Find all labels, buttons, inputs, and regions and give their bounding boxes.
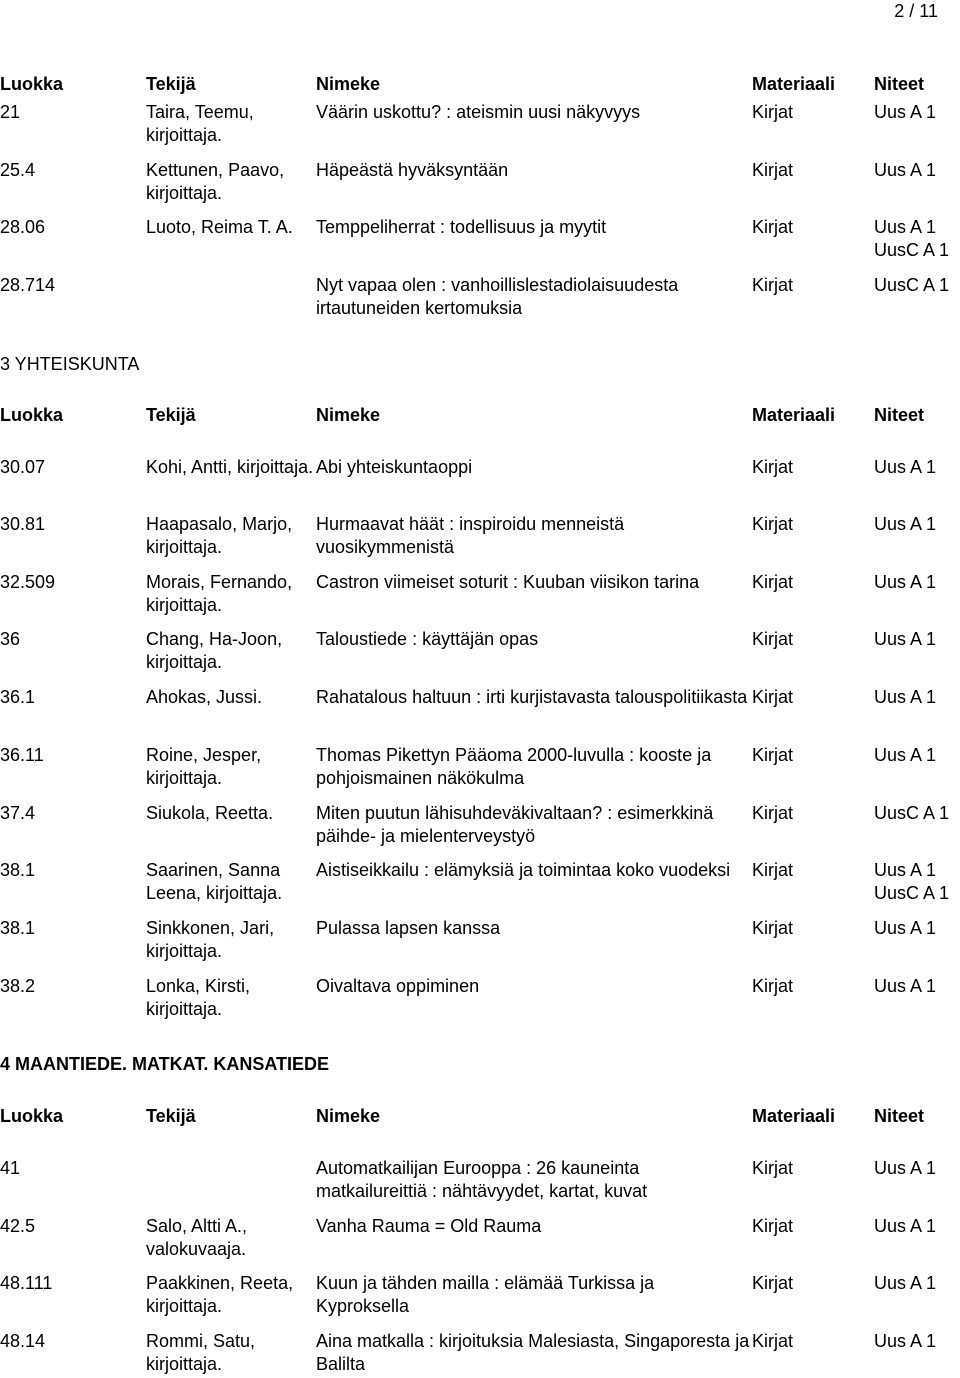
cell-tekija: Haapasalo, Marjo, kirjoittaja.	[146, 514, 293, 557]
section-maantiede	[0, 1053, 960, 1374]
cell-tekija	[146, 1157, 316, 1203]
table-row	[0, 628, 960, 674]
cell-luokka: 25.4	[0, 160, 36, 180]
cell-niteet: Uus A 1	[874, 102, 937, 122]
cell-niteet: Uus A 1 UusC A 1	[874, 860, 950, 903]
cell-niteet: Uus A 1	[874, 514, 937, 534]
cell-nimeke: Abi yhteiskuntaoppi	[316, 457, 473, 477]
section-catalog-0	[0, 73, 960, 318]
table-row	[0, 686, 960, 709]
table-row	[0, 1330, 960, 1376]
cell-niteet: Uus A 1	[874, 1216, 937, 1236]
header-nimeke: Nimeke	[316, 405, 381, 425]
cell-tekija: Kettunen, Paavo, kirjoittaja.	[146, 160, 285, 203]
cell-nimeke: Temppeliherrat : todellisuus ja myytit	[316, 217, 607, 237]
cell-materiaali: Kirjat	[752, 160, 794, 180]
cell-nimeke: Thomas Pikettyn Pääoma 2000-luvulla : kooste ja pohjoismainen näkökulma	[316, 745, 712, 788]
cell-tekija: Rommi, Satu, kirjoittaja.	[146, 1331, 256, 1374]
table-row	[0, 1272, 960, 1318]
cell-niteet: Uus A 1	[874, 745, 937, 765]
cell-materiaali: Kirjat	[752, 803, 794, 823]
table-row	[0, 274, 960, 320]
cell-tekija: Chang, Ha-Joon, kirjoittaja.	[146, 629, 283, 672]
cell-niteet: Uus A 1	[874, 976, 937, 996]
cell-niteet: Uus A 1	[874, 629, 937, 649]
cell-luokka: 37.4	[0, 803, 36, 823]
cell-tekija: Luoto, Reima T. A.	[146, 217, 293, 237]
cell-materiaali: Kirjat	[752, 860, 794, 880]
header-tekija: Tekijä	[146, 1106, 196, 1126]
table-header	[0, 73, 960, 96]
header-materiaali: Materiaali	[752, 405, 836, 425]
table-row	[0, 1215, 960, 1261]
cell-luokka: 38.2	[0, 976, 36, 996]
table-row	[0, 159, 960, 205]
header-materiaali: Materiaali	[752, 74, 836, 94]
cell-luokka: 28.06	[0, 217, 46, 237]
cell-nimeke: Aina matkalla : kirjoituksia Malesiasta, Singaporesta ja Balilta	[316, 1331, 750, 1374]
cell-materiaali: Kirjat	[752, 1158, 794, 1178]
cell-nimeke: Kuun ja tähden mailla : elämää Turkissa ja Kyproksella	[316, 1273, 655, 1316]
cell-niteet: Uus A 1	[874, 160, 937, 180]
section-title: 4 MAANTIEDE. MATKAT. KANSATIEDE	[0, 1054, 330, 1074]
cell-nimeke: Rahatalous haltuun : irti kurjistavasta talouspolitiikasta	[316, 687, 748, 707]
cell-luokka: 36	[0, 629, 21, 649]
cell-materiaali: Kirjat	[752, 275, 794, 295]
cell-materiaali: Kirjat	[752, 514, 794, 534]
cell-materiaali: Kirjat	[752, 629, 794, 649]
table-header	[0, 1105, 960, 1128]
cell-luokka: 32.509	[0, 572, 56, 592]
cell-materiaali: Kirjat	[752, 457, 794, 477]
cell-materiaali: Kirjat	[752, 1216, 794, 1236]
cell-niteet: Uus A 1 UusC A 1	[874, 217, 950, 260]
cell-luokka: 38.1	[0, 918, 36, 938]
cell-niteet: Uus A 1	[874, 1158, 937, 1178]
cell-niteet: Uus A 1	[874, 918, 937, 938]
cell-tekija: Lonka, Kirsti, kirjoittaja.	[146, 976, 251, 1019]
cell-luokka: 48.14	[0, 1331, 46, 1351]
cell-tekija: Siukola, Reetta.	[146, 803, 274, 823]
cell-materiaali: Kirjat	[752, 1273, 794, 1293]
cell-niteet: Uus A 1	[874, 1331, 937, 1351]
cell-tekija: Taira, Teemu, kirjoittaja.	[146, 102, 254, 145]
header-tekija: Tekijä	[146, 405, 196, 425]
cell-nimeke: Taloustiede : käyttäjän opas	[316, 629, 539, 649]
cell-nimeke: Miten puutun lähisuhdeväkivaltaan? : esimerkkinä päihde- ja mielenterveystyö	[316, 803, 714, 846]
page-number: 2 / 11	[894, 1, 938, 21]
table-row	[0, 744, 960, 790]
cell-luokka: 30.81	[0, 514, 46, 534]
cell-luokka: 36.1	[0, 687, 36, 707]
header-nimeke: Nimeke	[316, 1106, 381, 1126]
cell-tekija: Morais, Fernando, kirjoittaja.	[146, 572, 293, 615]
cell-niteet: Uus A 1	[874, 572, 937, 592]
header-niteet: Niteet	[874, 74, 925, 94]
header-luokka: Luokka	[0, 74, 64, 94]
table-row	[0, 101, 960, 147]
table-row	[0, 513, 960, 559]
cell-tekija: Saarinen, Sanna Leena, kirjoittaja.	[146, 860, 283, 903]
cell-tekija: Roine, Jesper, kirjoittaja.	[146, 745, 262, 788]
cell-materiaali: Kirjat	[752, 1331, 794, 1351]
cell-tekija: Sinkkonen, Jari, kirjoittaja.	[146, 918, 275, 961]
table-header	[0, 404, 960, 427]
cell-luokka: 21	[0, 102, 21, 122]
header-luokka: Luokka	[0, 405, 64, 425]
cell-nimeke: Aistiseikkailu : elämyksiä ja toimintaa koko vuodeksi	[316, 860, 731, 880]
cell-luokka: 38.1	[0, 860, 36, 880]
cell-nimeke: Häpeästä hyväksyntään	[316, 160, 509, 180]
cell-tekija: Ahokas, Jussi.	[146, 687, 263, 707]
cell-nimeke: Nyt vapaa olen : vanhoillislestadiolaisuudesta irtautuneiden kertomuksia	[316, 275, 679, 318]
cell-tekija	[146, 274, 316, 320]
cell-luokka: 41	[0, 1158, 21, 1178]
cell-materiaali: Kirjat	[752, 745, 794, 765]
header-nimeke: Nimeke	[316, 74, 381, 94]
table-row	[0, 456, 960, 479]
cell-materiaali: Kirjat	[752, 102, 794, 122]
cell-tekija: Kohi, Antti, kirjoittaja.	[146, 457, 314, 477]
table-row	[0, 802, 960, 848]
cell-materiaali: Kirjat	[752, 687, 794, 707]
header-tekija: Tekijä	[146, 74, 196, 94]
table-row	[0, 917, 960, 963]
cell-luokka: 36.11	[0, 745, 44, 765]
cell-niteet: Uus A 1	[874, 1273, 937, 1293]
cell-luokka: 28.714	[0, 275, 56, 295]
cell-niteet: UusC A 1	[874, 803, 950, 823]
cell-niteet: UusC A 1	[874, 275, 950, 295]
table-row	[0, 571, 960, 617]
cell-nimeke: Vanha Rauma = Old Rauma	[316, 1216, 542, 1236]
table-row	[0, 1157, 960, 1203]
table-row	[0, 975, 960, 1021]
table-row	[0, 216, 960, 262]
header-niteet: Niteet	[874, 1106, 925, 1126]
header-niteet: Niteet	[874, 405, 925, 425]
header-materiaali: Materiaali	[752, 1106, 836, 1126]
section-yhteiskunta	[0, 353, 960, 1019]
table-row	[0, 859, 960, 905]
cell-materiaali: Kirjat	[752, 918, 794, 938]
header-luokka: Luokka	[0, 1106, 64, 1126]
cell-materiaali: Kirjat	[752, 976, 794, 996]
cell-niteet: Uus A 1	[874, 687, 937, 707]
cell-niteet: Uus A 1	[874, 457, 937, 477]
cell-luokka: 48.111	[0, 1273, 53, 1293]
cell-nimeke: Pulassa lapsen kanssa	[316, 918, 501, 938]
cell-nimeke: Oivaltava oppiminen	[316, 976, 480, 996]
cell-nimeke: Väärin uskottu? : ateismin uusi näkyvyys	[316, 102, 641, 122]
cell-luokka: 42.5	[0, 1216, 36, 1236]
cell-materiaali: Kirjat	[752, 217, 794, 237]
cell-nimeke: Automatkailijan Eurooppa : 26 kauneinta matkailureittiä : nähtävyydet, kartat, kuvat	[316, 1158, 648, 1201]
cell-luokka: 30.07	[0, 457, 46, 477]
cell-materiaali: Kirjat	[752, 572, 794, 592]
cell-tekija: Paakkinen, Reeta, kirjoittaja.	[146, 1273, 294, 1316]
section-title: 3 YHTEISKUNTA	[0, 354, 140, 374]
cell-nimeke: Hurmaavat häät : inspiroidu menneistä vuosikymmenistä	[316, 514, 625, 557]
cell-tekija: Salo, Altti A., valokuvaaja.	[146, 1216, 248, 1259]
cell-nimeke: Castron viimeiset soturit : Kuuban viisikon tarina	[316, 572, 700, 592]
